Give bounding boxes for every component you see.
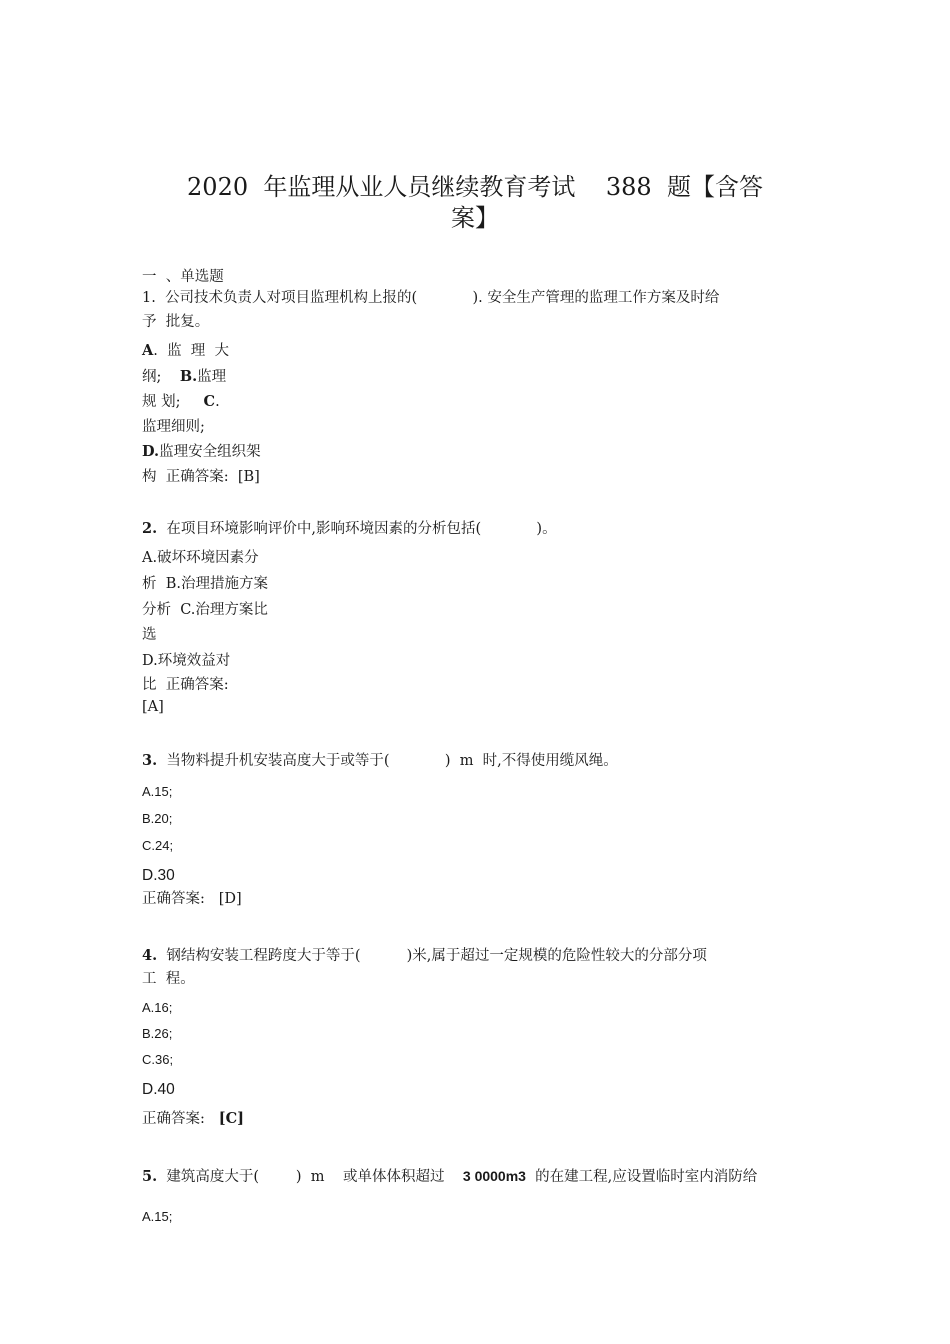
question-1-option-d <box>142 442 261 462</box>
section-heading: 一 、单选题 <box>142 269 224 285</box>
question-4-option-c: C.36; <box>142 1052 174 1067</box>
question-5-text-a: 建筑高度大于( ) m 或单体体积超过 <box>166 1169 445 1185</box>
question-3-option-b: B.20; <box>142 811 173 826</box>
question-2-option-b: 析 B.治理措施方案 <box>142 576 268 592</box>
question-3-answer-line <box>142 889 242 909</box>
question-5-line-1 <box>142 1166 757 1187</box>
question-4-line-1 <box>142 946 707 966</box>
question-3-option-c: C.24; <box>142 838 174 853</box>
question-4-answer: [C] <box>218 1110 244 1127</box>
question-2-option-c-cont: 选 <box>142 627 157 643</box>
option-b-label: B. <box>179 368 198 385</box>
question-2-answer-label: 比 正确答案: <box>142 677 229 693</box>
question-5-text-b: 的在建工程,应设置临时室内消防给 <box>535 1169 758 1185</box>
option-c-label: C <box>203 393 216 410</box>
option-d-text: 监理安全组织架 <box>159 444 261 460</box>
question-2-option-c: 分析 C.治理方案比 <box>142 602 268 618</box>
option-d-label: D. <box>142 443 160 460</box>
question-1-answer: 构 正确答案: [B] <box>142 469 260 485</box>
question-4-option-b: B.26; <box>142 1026 173 1041</box>
question-1-number: 1. <box>142 290 156 306</box>
page-title-line-1: 2020 年监理从业人员继续教育考试 388 题【含答 <box>187 173 763 201</box>
option-c-text: . <box>215 394 220 410</box>
question-1-line-1 <box>142 288 719 308</box>
question-4-option-d: D.40 <box>142 1081 175 1098</box>
question-1-line-2: 予 批复。 <box>142 314 210 330</box>
page-title-line-2: 案】 <box>451 204 499 232</box>
question-1-option-a <box>142 341 229 361</box>
question-1-option-b <box>142 367 226 387</box>
question-4-text: 钢结构安装工程跨度大于等于( )米,属于超过一定规模的危险性较大的分部分项 <box>166 948 707 964</box>
question-5-number: 5. <box>142 1168 158 1185</box>
question-5-option-a: A.15; <box>142 1209 173 1224</box>
option-a-text: . 监 理 大 <box>153 343 230 359</box>
option-a-text-cont: 纲; <box>142 369 162 385</box>
question-1-text: 公司技术负责人对项目监理机构上报的( ). 安全生产管理的监理工作方案及时给 <box>165 290 720 306</box>
option-a-label: A <box>142 342 154 359</box>
question-3-text: 当物料提升机安装高度大于或等于( ) m 时,不得使用缆风绳。 <box>166 753 618 769</box>
question-4-answer-line <box>142 1109 244 1129</box>
question-2-option-d: D.环境效益对 <box>142 653 231 669</box>
option-b-text: 监理 <box>197 369 227 385</box>
question-5-volume: 3 0000m3 <box>462 1168 526 1184</box>
question-4-number: 4. <box>142 947 158 964</box>
question-3-number: 3. <box>142 752 158 769</box>
question-4-answer-label: 正确答案: <box>142 1111 205 1127</box>
question-2-answer: [A] <box>142 699 164 715</box>
question-2-line-1 <box>142 519 557 539</box>
question-2-text: 在项目环境影响评价中,影响环境因素的分析包括( )。 <box>166 521 557 537</box>
question-3-option-a: A.15; <box>142 784 173 799</box>
question-4-line-2: 工 程。 <box>142 971 195 987</box>
question-3-line-1 <box>142 751 618 771</box>
question-2-option-a: A.破坏环境因素分 <box>142 550 259 566</box>
question-3-answer: [D] <box>218 891 242 907</box>
question-1-option-c <box>142 392 220 412</box>
option-b-text-cont: 规 划; <box>142 394 181 410</box>
question-4-option-a: A.16; <box>142 1000 173 1015</box>
question-1-option-c-cont: 监理细则; <box>142 419 205 435</box>
question-3-answer-label: 正确答案: <box>142 891 205 907</box>
question-2-number: 2. <box>142 520 158 537</box>
question-3-option-d: D.30 <box>142 867 175 884</box>
